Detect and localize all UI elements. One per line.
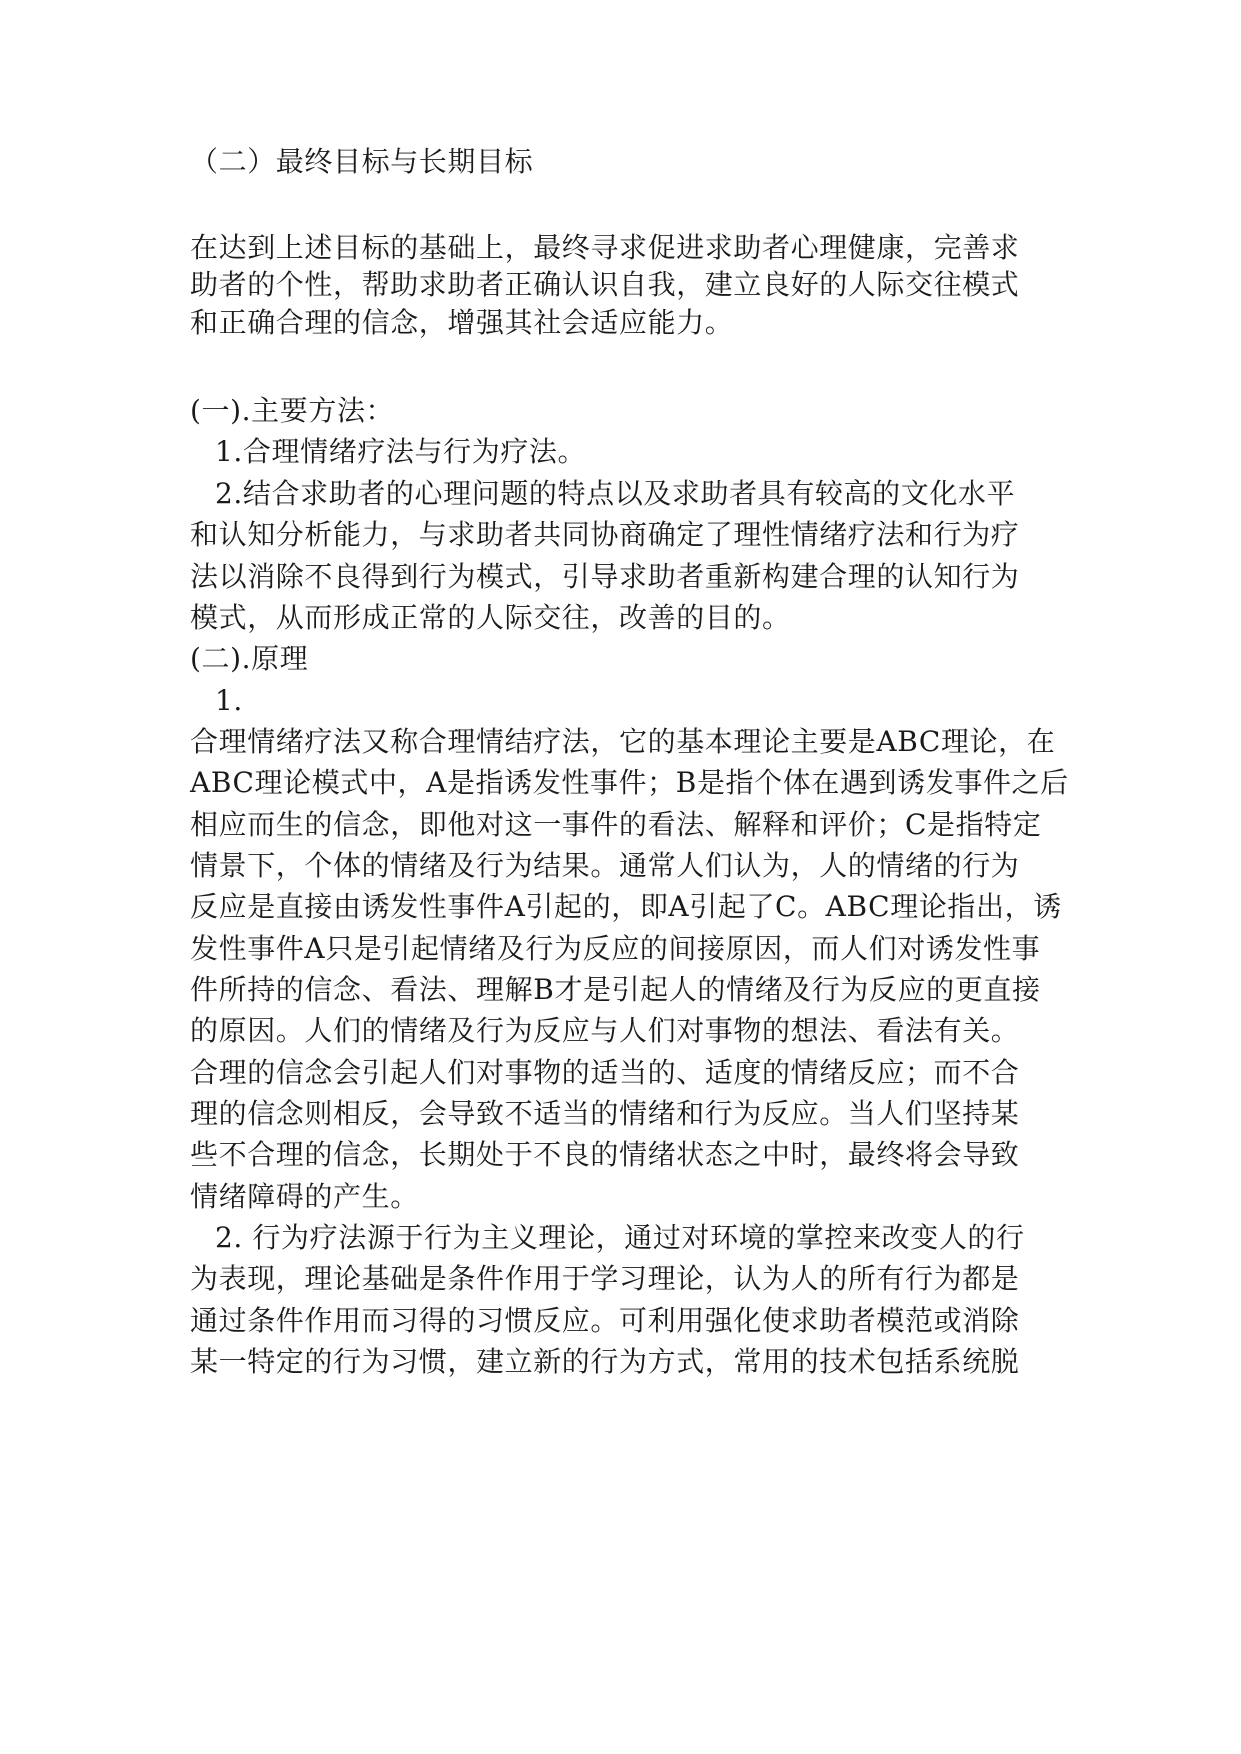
section-heading: （二）最终目标与长期目标 [190, 145, 534, 178]
principle-1-line: 件所持的信念、看法、理解B才是引起人的情绪及行为反应的更直接 [190, 973, 1041, 1006]
method-item-1: 1.合理情绪疗法与行为疗法。 [215, 435, 587, 468]
principle-1-line: 合理情绪疗法又称合理情结疗法，它的基本理论主要是ABC理论，在 [190, 725, 1056, 758]
principle-1-line: 情景下，个体的情绪及行为结果。通常人们认为，人的情绪的行为 [190, 849, 1020, 882]
method-item-2-line: 2.结合求助者的心理问题的特点以及求助者具有较高的文化水平 [215, 477, 1016, 510]
principle-1-line: 情绪障碍的产生。 [190, 1180, 419, 1213]
goal-paragraph-line: 助者的个性，帮助求助者正确认识自我，建立良好的人际交往模式 [190, 268, 1020, 301]
principle-1-line: 理的信念则相反，会导致不适当的情绪和行为反应。当人们坚持某 [190, 1097, 1020, 1130]
principle-1-line: 相应而生的信念，即他对这一事件的看法、解释和评价；C是指特定 [190, 808, 1042, 841]
goal-paragraph-line: 和正确合理的信念，增强其社会适应能力。 [190, 306, 734, 339]
method-item-2-line: 模式，从而形成正常的人际交往，改善的目的。 [190, 601, 791, 634]
method-item-2-line: 和认知分析能力，与求助者共同协商确定了理性情绪疗法和行为疗 [190, 518, 1020, 551]
principle-2-line: 通过条件作用而习得的习惯反应。可利用强化使求助者模范或消除 [190, 1304, 1020, 1337]
principle-2-line: 某一特定的行为习惯，建立新的行为方式，常用的技术包括系统脱 [190, 1345, 1020, 1378]
principle-1-line: 合理的信念会引起人们对事物的适当的、适度的情绪反应；而不合 [190, 1056, 1020, 1089]
principle-1-line: 反应是直接由诱发性事件A引起的，即A引起了C。ABC理论指出，诱 [190, 890, 1062, 923]
method-item-2-line: 法以消除不良得到行为模式，引导求助者重新构建合理的认知行为 [190, 560, 1020, 593]
principle-2-line: 2. 行为疗法源于行为主义理论，通过对环境的掌控来改变人的行 [215, 1221, 1025, 1254]
principle-1-line: 的原因。人们的情绪及行为反应与人们对事物的想法、看法有关。 [190, 1014, 1020, 1047]
goal-paragraph-line: 在达到上述目标的基础上，最终寻求促进求助者心理健康，完善求 [190, 231, 1020, 264]
principle-1-line: ABC理论模式中，A是指诱发性事件；B是指个体在遇到诱发事件之后 [190, 766, 1069, 799]
principle-heading: (二).原理 [190, 642, 309, 675]
principle-2-line: 为表现，理论基础是条件作用于学习理论，认为人的所有行为都是 [190, 1262, 1020, 1295]
principle-1-number: 1. [215, 684, 243, 717]
principle-1-line: 些不合理的信念，长期处于不良的情绪状态之中时，最终将会导致 [190, 1138, 1020, 1171]
principle-1-line: 发性事件A只是引起情绪及行为反应的间接原因，而人们对诱发性事 [190, 932, 1041, 965]
methods-heading: (一).主要方法： [190, 394, 395, 427]
